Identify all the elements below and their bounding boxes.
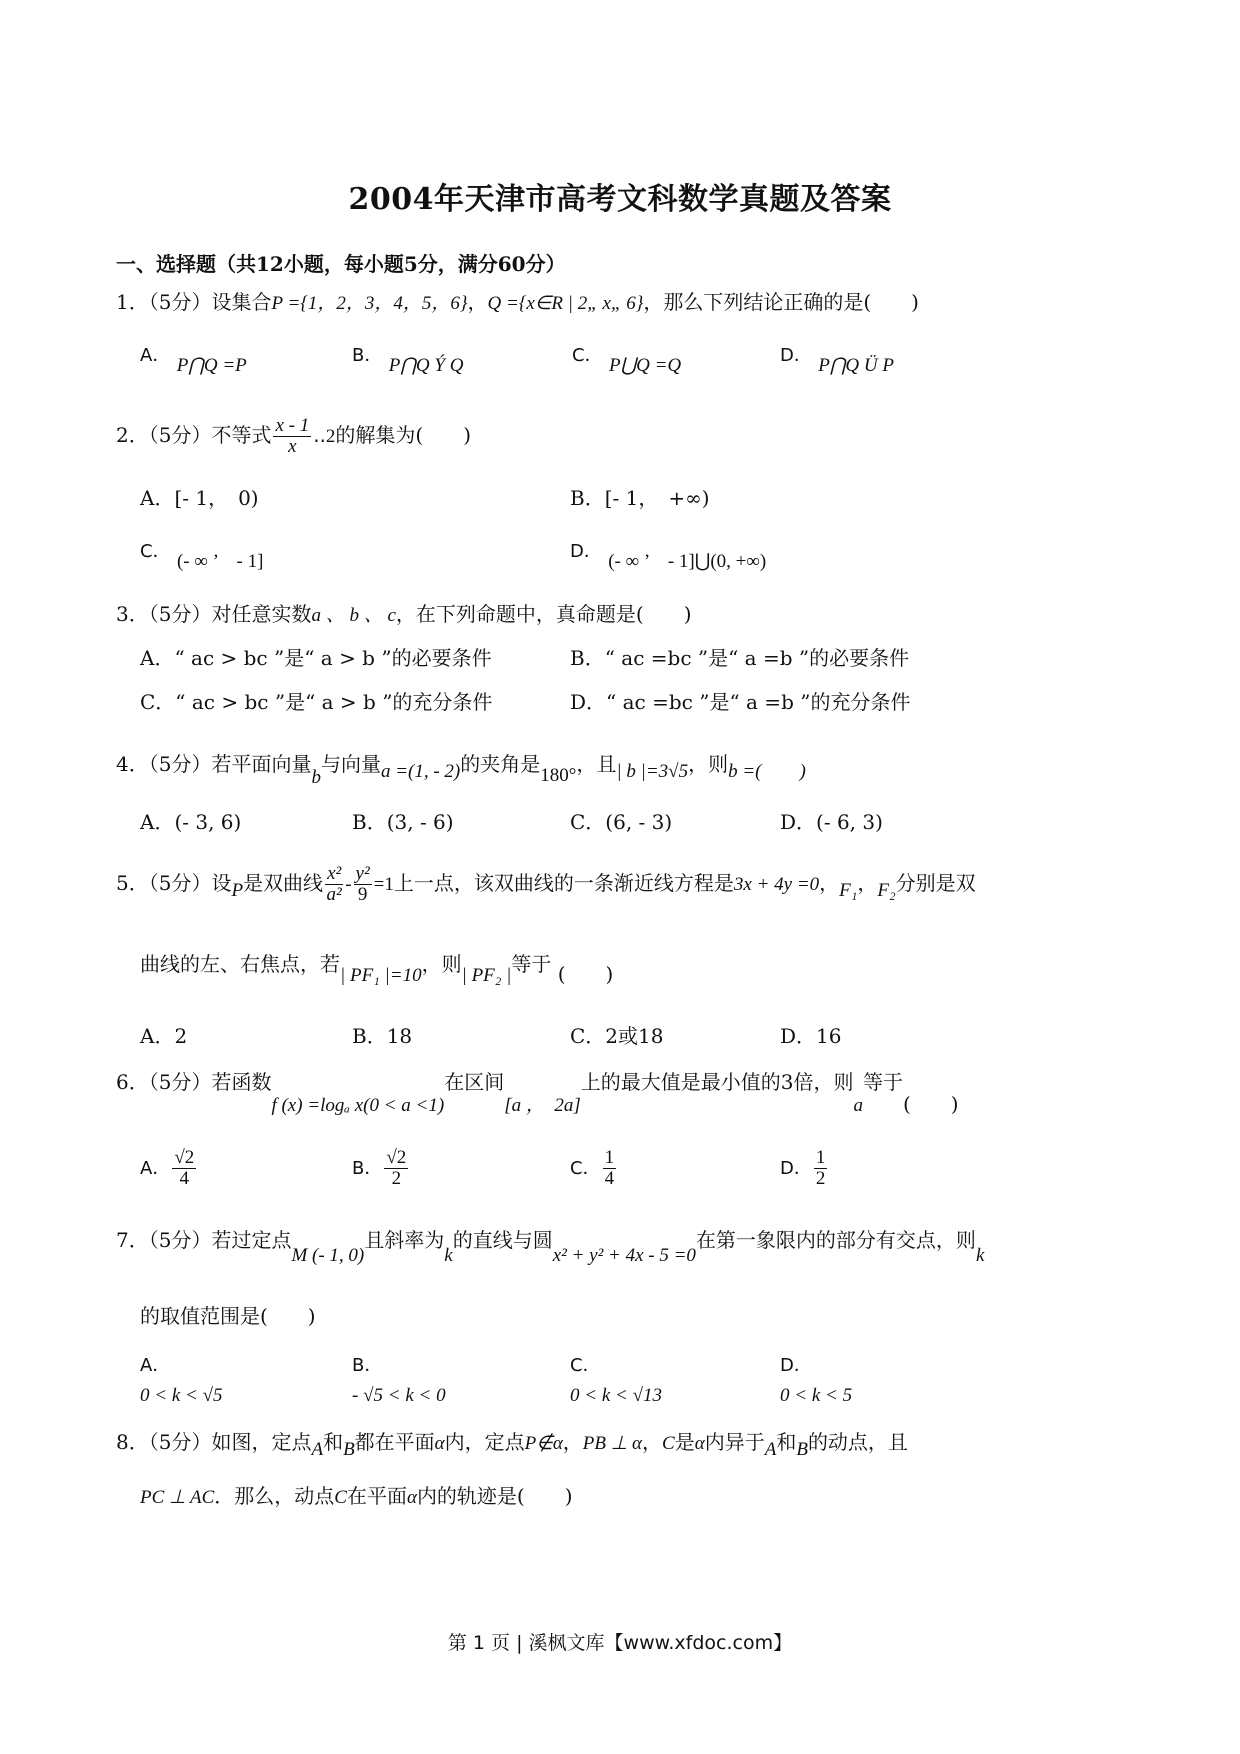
- fraction: $\frac{x - 1}{x}$: [275, 415, 310, 457]
- question-5-option-d: D．16: [780, 1024, 842, 1048]
- question-2-stem: 2．（5分）不等式 $\frac{x - 1}{x}$ ‥2的解集为( ): [116, 415, 472, 457]
- question-4-option-c: C．(6, - 3): [570, 810, 673, 834]
- question-8-stem-line2: PC ⊥ AC．那么，动点C在平面α内的轨迹是( ): [140, 1484, 573, 1508]
- question-7-option-d: D． 0 < k < 5: [780, 1355, 853, 1406]
- page-footer: 第 1 页 | 溪枫文库【www.xfdoc.com】: [447, 1632, 793, 1654]
- page-title: 2004年天津市高考文科数学真题及答案: [348, 182, 892, 217]
- question-5-option-c: C．2或18: [570, 1024, 664, 1048]
- question-7-option-b: B． - √5 < k < 0: [352, 1355, 446, 1406]
- question-6-option-b: B． $\frac{√2}{2}$: [352, 1147, 407, 1189]
- question-2-option-a: A．[- 1， 0): [140, 486, 259, 510]
- question-4-option-b: B．(3, - 6): [352, 810, 454, 834]
- section-heading: 一、选择题（共12小题，每小题5分，满分60分）: [116, 252, 566, 276]
- question-2-option-b: B．[- 1， +∞): [570, 486, 710, 510]
- question-7-option-a: A． 0 < k < √5: [140, 1355, 223, 1406]
- question-1-option-d: D． P⋂Q Ü P: [780, 345, 894, 376]
- question-7-stem: 7．（5分）若过定点M (- 1, 0)且斜率为k的直线与圆x² + y² + 4x - 5 =0在第一象限内的部分有交点，则k: [116, 1228, 985, 1266]
- question-1-option-b: B． P⋂Q Ý Q: [352, 345, 464, 376]
- question-8-stem: 8．（5分）如图，定点A和B都在平面α内，定点P∉α，PB ⊥ α，C是α内异于A和B的动点，且: [116, 1430, 908, 1460]
- question-6-option-c: C． $\frac{1}{4}$: [570, 1147, 615, 1189]
- question-1-option-c: C． P⋃Q =Q: [572, 345, 682, 376]
- question-3-option-d: D．“ ac =bc ”是“ a =b ”的充分条件: [570, 690, 911, 714]
- question-6-stem: 6．（5分）若函数f (x) =logₐ x(0 < a <1)在区间[a ， 2a]上的最大值是最小值的3倍，则a等于( ): [116, 1070, 959, 1116]
- question-7-stem-line2: 的取值范围是( ): [140, 1304, 316, 1328]
- question-3-option-a: A．“ ac > bc ”是“ a > b ”的必要条件: [140, 646, 492, 670]
- question-6-option-d: D． $\frac{1}{2}$: [780, 1147, 826, 1189]
- question-5-option-a: A．2: [140, 1024, 188, 1048]
- question-5-stem: 5．（5分）设P是双曲线 $\frac{\text{x²}}{\text{a²}}$ - $\frac{\text{y²}}{9}$ =1上一点，该双曲线的一条渐近线方程是3x + 4y =0，F₁，F₂分别是双: [116, 863, 976, 905]
- question-3-option-b: B．“ ac =bc ”是“ a =b ”的必要条件: [570, 646, 910, 670]
- question-3-option-c: C．“ ac > bc ”是“ a > b ”的充分条件: [140, 690, 493, 714]
- question-1-option-a: A． P⋂Q =P: [140, 345, 247, 376]
- question-4-option-d: D．(- 6, 3): [780, 810, 883, 834]
- question-7-option-c: C． 0 < k < √13: [570, 1355, 663, 1406]
- question-2-option-d: D． (- ∞ ’ - 1]⋃(0, +∞): [570, 541, 767, 572]
- question-4-option-a: A．(- 3, 6): [140, 810, 242, 834]
- question-2-option-c: C． (- ∞ ’ - 1]: [140, 541, 264, 572]
- question-3-stem: 3．（5分）对任意实数a 、 b 、 c，在下列命题中，真命题是( ): [116, 602, 692, 626]
- question-1-stem: 1．（5分）设集合P ={1，2，3，4，5，6}，Q ={x∈R | 2„ x„ 6}，那么下列结论正确的是( ): [116, 290, 919, 314]
- question-4-stem: 4．（5分）若平面向量b与向量a =(1, - 2)的夹角是180°，且| b |=3√5，则b =( ): [116, 752, 806, 788]
- question-6-option-a: A． $\frac{√2}{4}$: [140, 1147, 195, 1189]
- question-5-stem-line2: 曲线的左、右焦点，若| PF₁ |=10，则| PF₂ |等于 ( ): [140, 952, 614, 986]
- question-5-option-b: B．18: [352, 1024, 413, 1048]
